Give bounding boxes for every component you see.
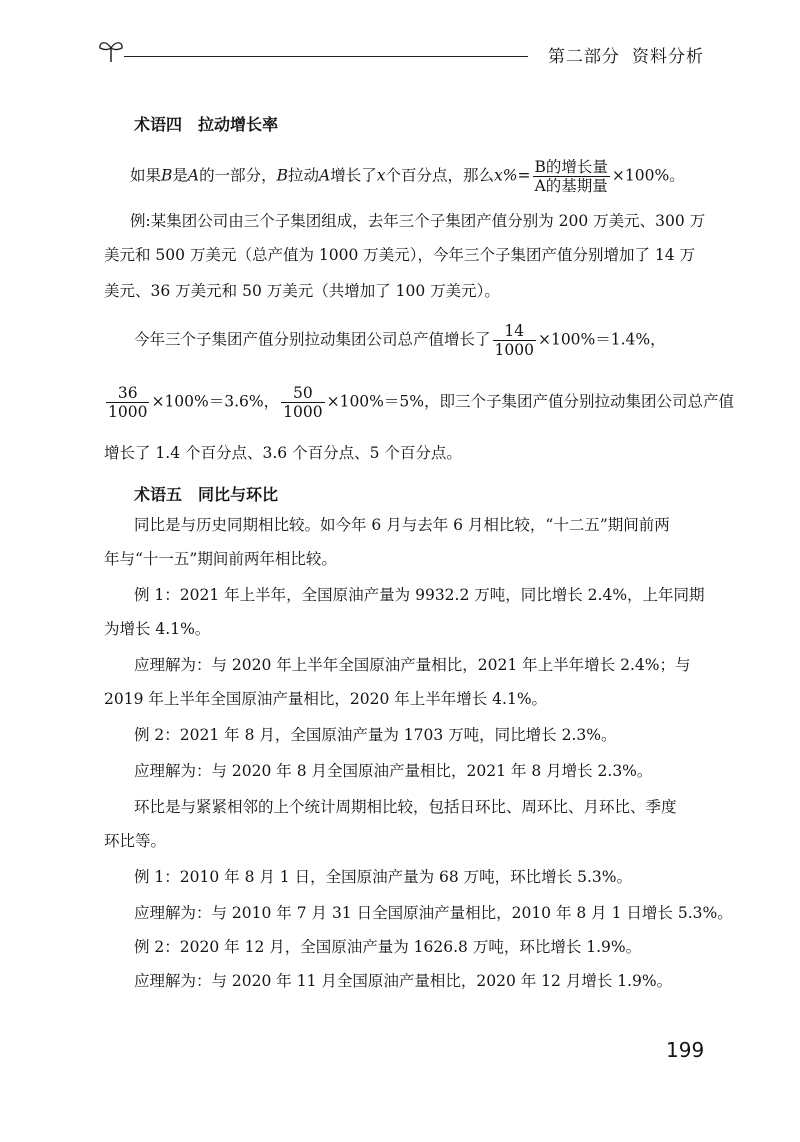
header-section: 第二部分 <box>548 47 620 67</box>
paragraph-line: 应理解为：与 2020 年 11 月全国原油产量相比，2020 年 12 月增长 1.9%。 <box>134 972 673 990</box>
fraction-2: $\frac{36}{1000}$ <box>108 384 148 421</box>
fraction-1: $\frac{14}{1000}$ <box>494 322 534 359</box>
term4-definition: 如果B是A的一部分，B拉动A增长了x个百分点，那么x%= $\frac{\text{B的增长量}}{\text{A的基期量}}$ ×100%。 <box>130 158 685 195</box>
running-header <box>548 42 704 67</box>
example-line: 例:某集团公司由三个子集团组成，去年三个子集团产值分别为 200 万美元、300 万 <box>130 212 706 230</box>
paragraph-line: 例 2：2021 年 8 月，全国原油产量为 1703 万吨，同比增长 2.3%。 <box>134 726 617 744</box>
header-subsection: 资料分析 <box>632 47 704 67</box>
paragraph-line: 应理解为：与 2020 年 8 月全国原油产量相比，2021 年 8 月增长 2.3%。 <box>134 762 653 780</box>
paragraph-line: 例 1：2021 年上半年，全国原油产量为 9932.2 万吨，同比增长 2.4%，上年同期 <box>134 586 705 604</box>
paragraph-line: 年与“十一五”期间前两年相比较。 <box>104 550 337 568</box>
paragraph-line: 环比是与紧紧相邻的上个统计周期相比较，包括日环比、周环比、月环比、季度 <box>134 798 677 816</box>
term4-heading: 术语四 拉动增长率 <box>134 115 279 134</box>
formula-fraction: $\frac{\text{B的增长量}}{\text{A的基期量}}$ <box>534 158 608 195</box>
calc-line-1: 今年三个子集团产值分别拉动集团公司总产值增长了 $\frac{14}{1000}$ ×100%＝1.4%， <box>134 322 666 359</box>
sprout-icon <box>96 34 126 64</box>
paragraph-line: 2019 年上半年全国原油产量相比，2020 年上半年增长 4.1%。 <box>104 690 548 708</box>
page-number: 199 <box>666 1038 705 1062</box>
paragraph-line: 环比等。 <box>104 832 167 850</box>
calc-line-2: $\frac{36}{1000}$ ×100%＝3.6%， $\frac{50}{1000}$ ×100%＝5%，即三个子集团产值分别拉动集团公司总产值 <box>108 384 734 421</box>
example-line: 美元、36 万美元和 50 万美元（共增加了 100 万美元）。 <box>104 282 500 300</box>
fraction-3: $\frac{50}{1000}$ <box>283 384 323 421</box>
paragraph-line: 例 2：2020 年 12 月，全国原油产量为 1626.8 万吨，环比增长 1.9%。 <box>134 938 642 956</box>
paragraph-line: 应理解为：与 2010 年 7 月 31 日全国原油产量相比，2010 年 8 月 1 日增长 5.3%。 <box>134 904 733 922</box>
paragraph-line: 为增长 4.1%。 <box>104 620 211 638</box>
term5-heading: 术语五 同比与环比 <box>134 485 279 504</box>
example-line: 美元和 500 万美元（总产值为 1000 万美元），今年三个子集团产值分别增加了 14 万 <box>104 246 696 264</box>
paragraph-line: 例 1：2010 年 8 月 1 日，全国原油产量为 68 万吨，环比增长 5.3%。 <box>134 868 632 886</box>
calc-line-3: 增长了 1.4 个百分点、3.6 个百分点、5 个百分点。 <box>104 444 462 462</box>
paragraph-line: 应理解为：与 2020 年上半年全国原油产量相比，2021 年上半年增长 2.4%；与 <box>134 656 691 674</box>
paragraph-line: 同比是与历史同期相比较。如今年 6 月与去年 6 月相比较，“十二五”期间前两 <box>134 516 670 534</box>
header-rule <box>124 56 528 57</box>
